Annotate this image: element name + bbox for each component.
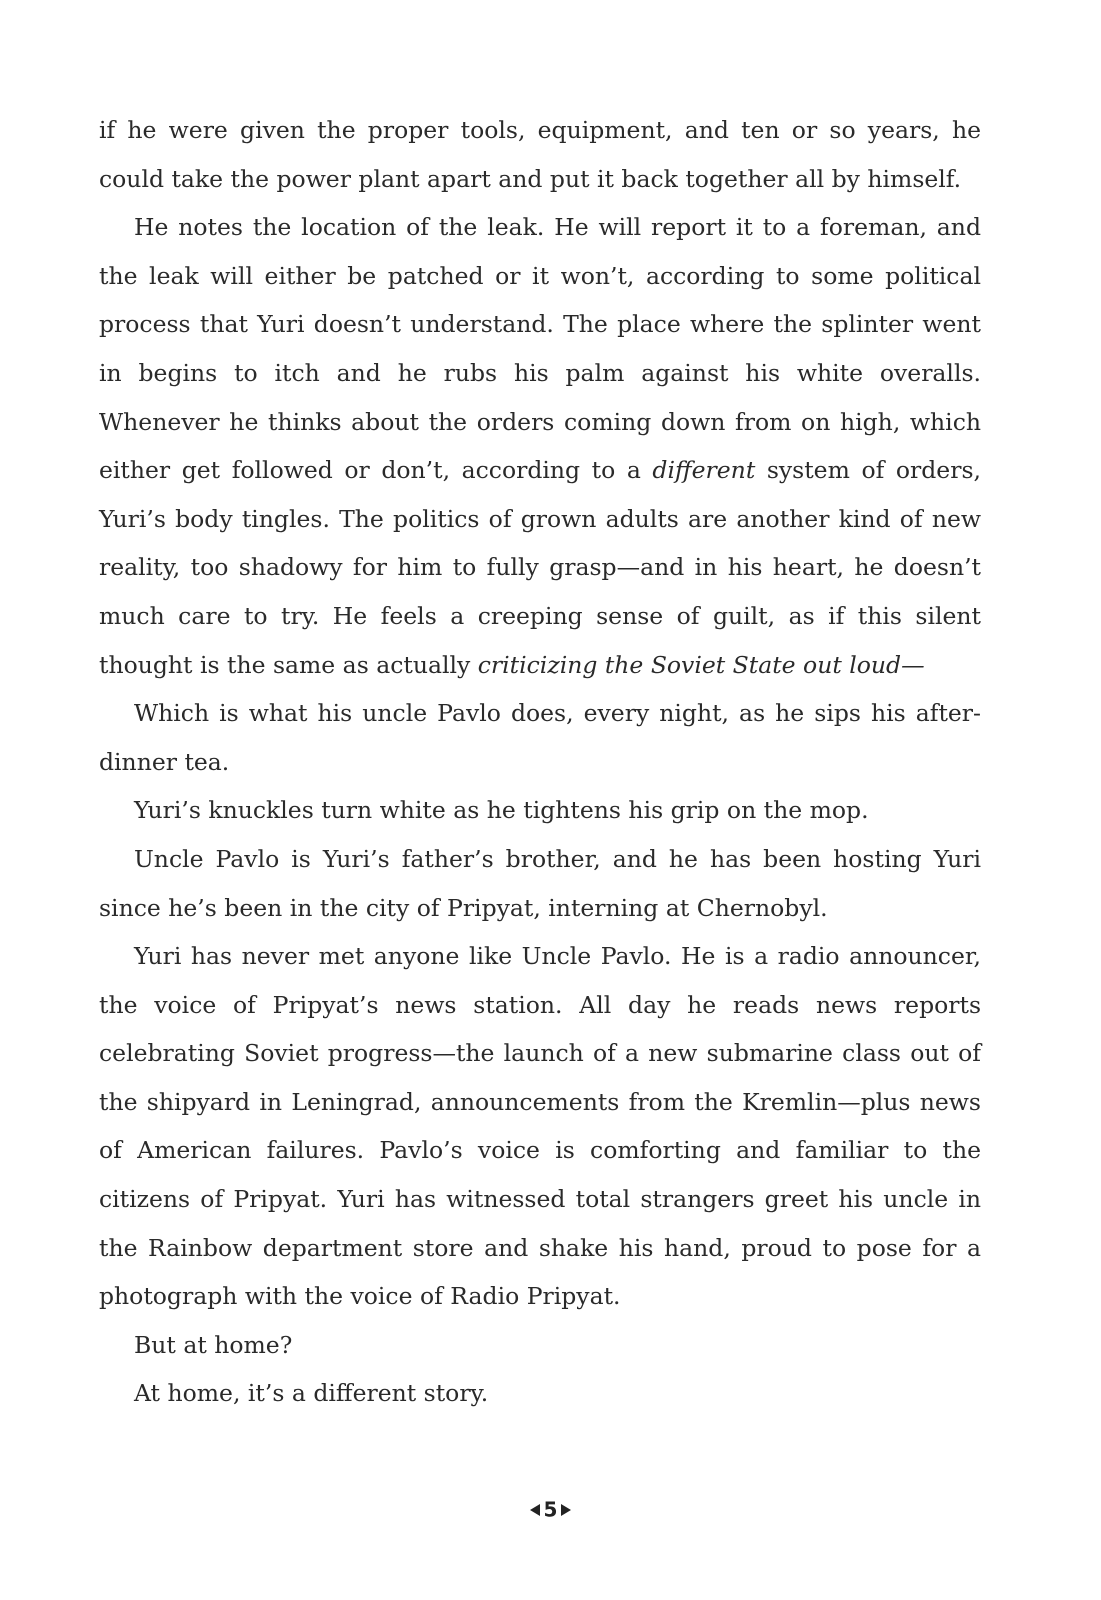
triangle-left-icon	[530, 1504, 540, 1516]
body-text: Yuri has never met anyone like Uncle Pavlo. He is a radio announcer, the voice of Pripyat’s news station. All day he reads news reports celebrating Soviet progress—the launch of a new submarine class out of the shipyard in Leningrad, announcements from the Kremlin—plus news of American failures. Pavlo’s voice is comforting and familiar to the citizens of Pripyat. Yuri has witnessed total strangers greet his uncle in the Rainbow department store and shake his hand, proud to pose for a photograph with the voice of Radio Pripyat.	[99, 942, 981, 1311]
body-text: Uncle Pavlo is Yuri’s father’s brother, and he has been hosting Yuri since he’s been in the city of Pripyat, interning at Chernobyl.	[99, 844, 981, 922]
paragraph	[99, 1369, 981, 1418]
triangle-right-icon	[561, 1504, 571, 1516]
body-text: system of orders, Yuri’s body tingles. The politics of grown adults are another kind of new reality, too shadowy for him to fully grasp—and in his heart, he doesn’t much care to try. He feels a creeping sense of guilt, as if this silent thought is the same as actually	[99, 456, 981, 679]
paragraph	[99, 932, 981, 1321]
page-folio	[0, 1496, 1101, 1522]
paragraph	[99, 689, 981, 786]
paragraph	[99, 786, 981, 835]
paragraph	[99, 835, 981, 932]
page-body	[99, 106, 981, 1418]
paragraph	[99, 106, 981, 203]
paragraph	[99, 203, 981, 689]
page-number: 5	[543, 1497, 558, 1522]
italic-text: criticizing the Soviet State out loud—	[477, 650, 925, 679]
paragraph	[99, 1321, 981, 1370]
body-text: He notes the location of the leak. He will report it to a foreman, and the leak will either be patched or it won’t, according to some political process that Yuri doesn’t understand. The place where the splinter went in begins to itch and he rubs his palm against his white overalls. Whenever he thinks about the orders coming down from on high, which either get followed or don’t, according to a	[99, 213, 981, 485]
body-text: Yuri’s knuckles turn white as he tightens his grip on the mop.	[134, 796, 869, 825]
body-text: But at home?	[134, 1330, 293, 1359]
body-text: Which is what his uncle Pavlo does, every night, as he sips his after-dinner tea.	[99, 699, 981, 776]
italic-text: different	[652, 456, 756, 485]
body-text: if he were given the proper tools, equipment, and ten or so years, he could take the power plant apart and put it back together all by himself.	[99, 116, 981, 193]
body-text: At home, it’s a different story.	[134, 1379, 489, 1408]
